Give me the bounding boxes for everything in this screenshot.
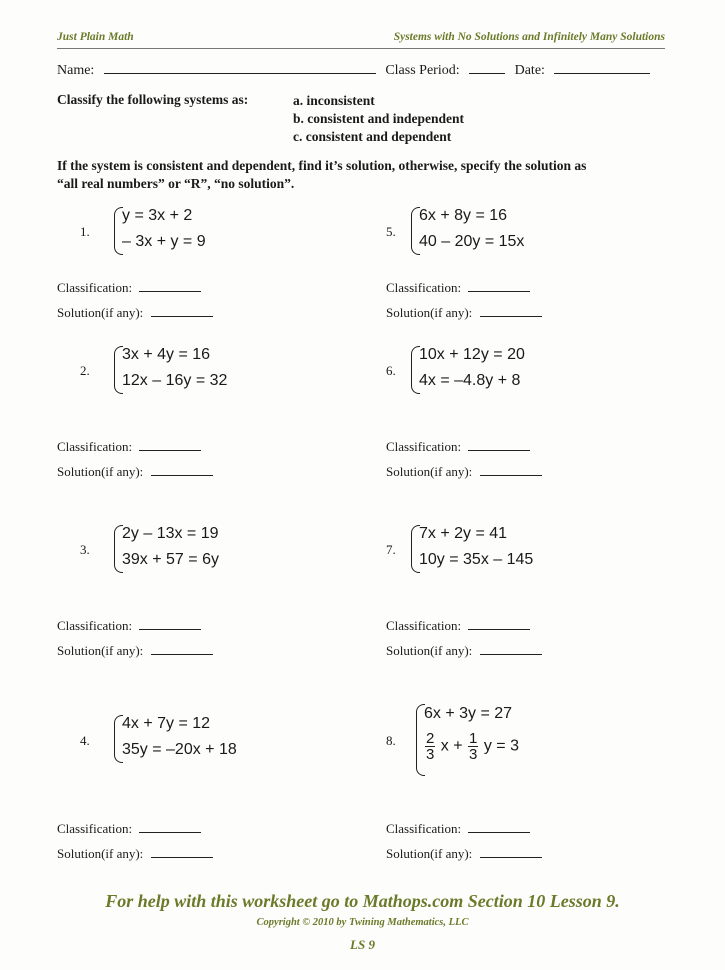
solution-line [57, 305, 213, 321]
problem-number: 3. [80, 542, 90, 557]
problem-number: 4. [80, 733, 90, 748]
solution-line [386, 305, 542, 321]
fraction [425, 731, 435, 762]
problem-number: 6. [386, 363, 396, 378]
equation-system [424, 701, 519, 762]
equation-system [122, 342, 227, 394]
footer-help-text: For help with this worksheet go to Mathops.com Section 10 Lesson 9. [105, 891, 620, 911]
classification-blank[interactable] [468, 822, 530, 833]
classification-line [386, 280, 530, 296]
equation: 10x + 12y = 20 [419, 346, 525, 363]
classification-line [386, 618, 530, 634]
fraction-denominator: 3 [426, 746, 435, 763]
equation: 12x – 16y = 32 [122, 372, 228, 389]
classification-label: Classification: [57, 439, 133, 454]
solution-label: Solution(if any): [57, 846, 144, 861]
classification-blank[interactable] [468, 440, 530, 451]
footer-lesson-code: LS 9 [350, 937, 375, 952]
name-label: Name: [57, 63, 95, 78]
option-b: b. consistent and independent [293, 111, 465, 126]
name-row [57, 63, 650, 79]
instructions-line-2: “all real numbers” or “R”, “no solution”. [57, 176, 295, 191]
problem-number: 5. [386, 224, 396, 239]
problem-number: 8. [386, 733, 396, 748]
solution-blank[interactable] [480, 644, 542, 655]
instructions-line-1: If the system is consistent and dependent, find it’s solution, otherwise, specify the solution as [57, 158, 587, 173]
equation: 4x + 7y = 12 [122, 715, 211, 732]
equation-system [419, 203, 524, 255]
period-field[interactable] [469, 63, 505, 74]
option-c: c. consistent and dependent [293, 129, 452, 144]
equation [424, 731, 519, 762]
equation: 35y = –20x + 18 [122, 741, 237, 758]
equation: 6x + 3y = 27 [424, 705, 513, 722]
classification-blank[interactable] [139, 281, 201, 292]
equation: 6x + 8y = 16 [419, 207, 508, 224]
header-left: Just Plain Math [57, 31, 134, 43]
date-label: Date: [514, 63, 545, 78]
name-field[interactable] [104, 63, 376, 74]
solution-blank[interactable] [151, 465, 213, 476]
classification-label: Classification: [386, 280, 462, 295]
classification-line [57, 280, 201, 296]
classification-line [57, 821, 201, 837]
problem-number: 7. [386, 542, 396, 557]
classification-line [386, 439, 530, 455]
equation: 3x + 4y = 16 [122, 346, 211, 363]
problem-number: 2. [80, 363, 90, 378]
classify-options [293, 92, 464, 146]
header-divider [57, 48, 665, 49]
solution-label: Solution(if any): [386, 643, 473, 658]
equation-part: y = 3 [483, 737, 519, 755]
header-right: Systems with No Solutions and Infinitely Many Solutions [393, 31, 665, 43]
equation-system [122, 521, 219, 573]
classification-label: Classification: [57, 280, 133, 295]
solution-label: Solution(if any): [57, 643, 144, 658]
solution-label: Solution(if any): [386, 846, 473, 861]
footer-copyright: Copyright © 2010 by Twining Mathematics, LLC [256, 917, 469, 928]
equation: 2y – 13x = 19 [122, 525, 219, 542]
solution-line [57, 846, 213, 862]
solution-blank[interactable] [151, 847, 213, 858]
solution-blank[interactable] [480, 306, 542, 317]
equation: 40 – 20y = 15x [419, 233, 525, 250]
solution-line [386, 846, 542, 862]
solution-label: Solution(if any): [57, 464, 144, 479]
classification-label: Classification: [386, 821, 462, 836]
equation-system [122, 203, 206, 255]
solution-line [386, 643, 542, 659]
classification-label: Classification: [386, 618, 462, 633]
instructions [57, 157, 667, 193]
solution-blank[interactable] [151, 644, 213, 655]
solution-blank[interactable] [480, 847, 542, 858]
equation-system [419, 342, 525, 394]
solution-label: Solution(if any): [386, 305, 473, 320]
classification-line [57, 439, 201, 455]
solution-label: Solution(if any): [386, 464, 473, 479]
solution-line [386, 464, 542, 480]
solution-line [57, 464, 213, 480]
classification-blank[interactable] [139, 440, 201, 451]
equation: y = 3x + 2 [122, 207, 193, 224]
classification-blank[interactable] [139, 619, 201, 630]
period-label: Class Period: [385, 63, 460, 78]
equation: – 3x + y = 9 [122, 233, 206, 250]
solution-blank[interactable] [480, 465, 542, 476]
equation: 39x + 57 = 6y [122, 551, 219, 568]
equation: 7x + 2y = 41 [419, 525, 508, 542]
fraction-numerator: 2 [426, 730, 435, 747]
classification-line [386, 821, 530, 837]
classification-blank[interactable] [139, 822, 201, 833]
fraction-denominator: 3 [469, 746, 478, 763]
date-field[interactable] [554, 63, 650, 74]
classification-blank[interactable] [468, 619, 530, 630]
equation-system [122, 711, 237, 763]
fraction [468, 731, 478, 762]
solution-blank[interactable] [151, 306, 213, 317]
equation: 4x = –4.8y + 8 [419, 372, 521, 389]
classification-blank[interactable] [468, 281, 530, 292]
classification-label: Classification: [57, 618, 133, 633]
problem-number: 1. [80, 224, 90, 239]
fraction-numerator: 1 [469, 730, 478, 747]
equation-part: x + [440, 737, 463, 755]
equation: 10y = 35x – 145 [419, 551, 534, 568]
option-a: a. inconsistent [293, 93, 375, 108]
classification-label: Classification: [57, 821, 133, 836]
classification-label: Classification: [386, 439, 462, 454]
classify-prompt: Classify the following systems as: [57, 92, 249, 107]
equation-system [419, 521, 533, 573]
solution-label: Solution(if any): [57, 305, 144, 320]
solution-line [57, 643, 213, 659]
classification-line [57, 618, 201, 634]
